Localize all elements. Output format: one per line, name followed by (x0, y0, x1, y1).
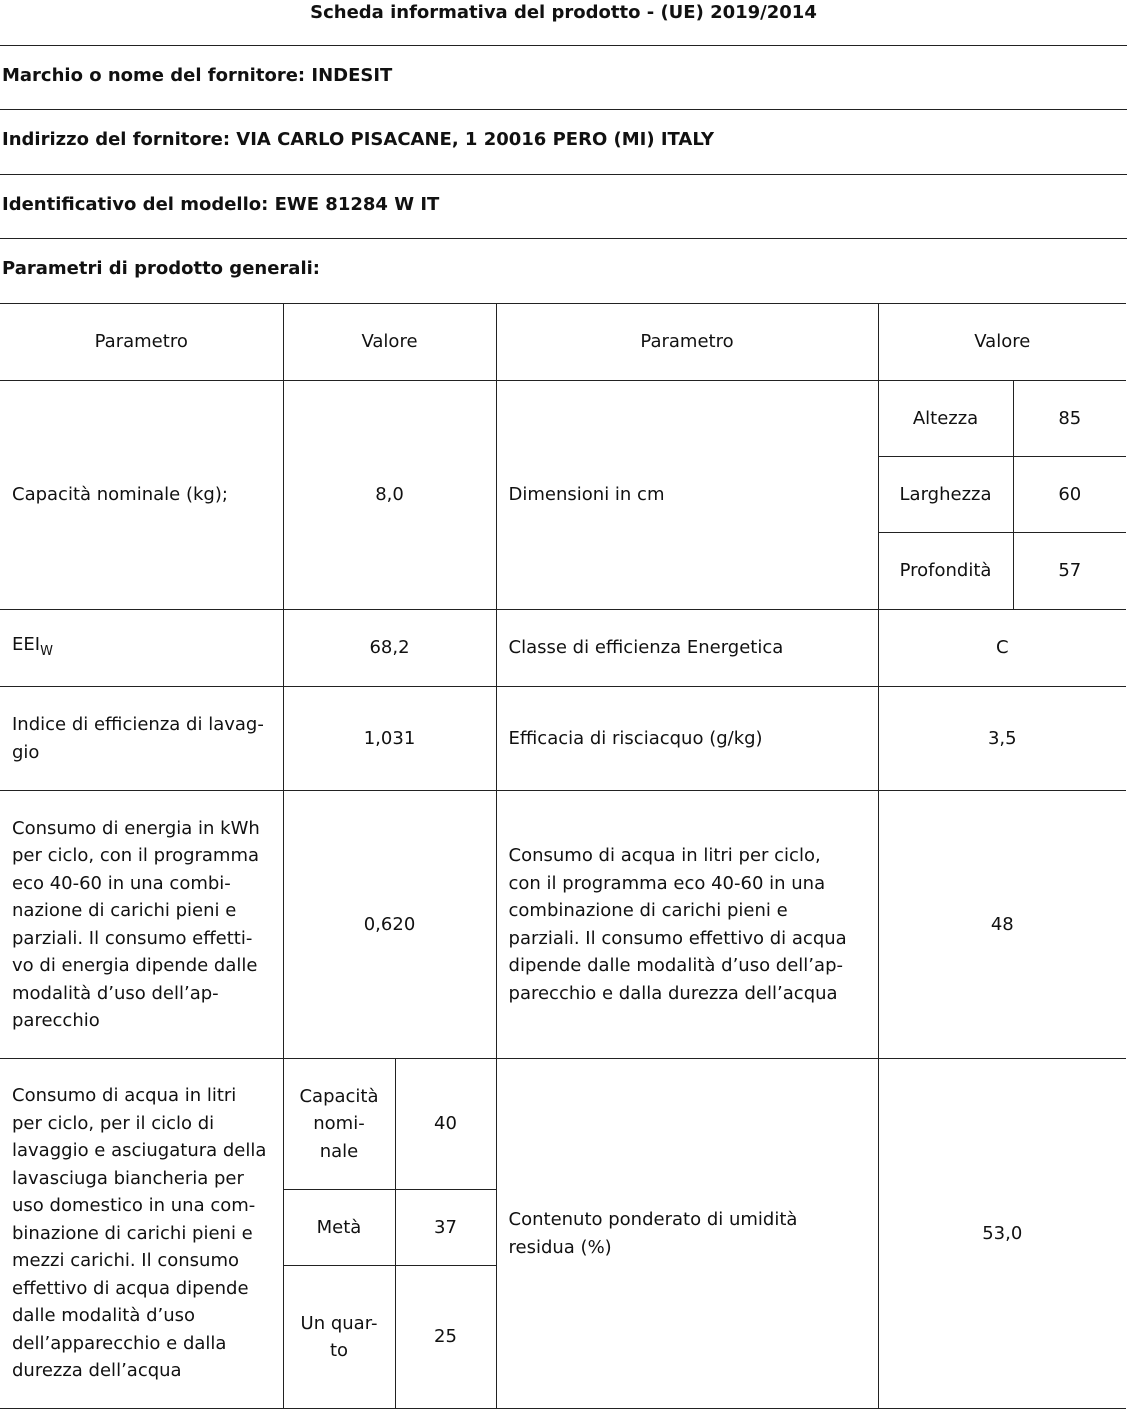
divider (0, 109, 1127, 110)
dimensions-label: Dimensioni in cm (496, 381, 878, 610)
header-value: Valore (283, 304, 496, 381)
header-parameter: Parametro (496, 304, 878, 381)
height-value: 85 (1013, 381, 1126, 457)
general-params-heading: Parametri di prodotto generali: (2, 258, 320, 279)
quarter-load-value: 25 (395, 1266, 496, 1409)
wash-index-label: Indice di efficienza di lavag- gio (0, 687, 283, 791)
energy-consumption-label: Consumo di energia in kWh per ciclo, con il programma eco 40-60 in una combi- nazione di carichi pieni e parziali. Il consumo effetti- vo di energia dipende dalle modalità d’uso dell’ap- parecchio (0, 791, 283, 1059)
depth-label: Profondità (878, 533, 1013, 610)
sheet-title: Scheda informativa del prodotto - (UE) 2019/2014 (310, 2, 817, 23)
wash-dry-water-label: Consumo di acqua in litri per ciclo, per il ciclo di lavaggio e asciugatura della lavasciuga biancheria per uso domestico in una com- binazione di carichi pieni e mezzi carichi. Il consumo effettivo di acqua dipende dalle modalità d’uso dell’apparecchio e dalla durezza dell’acqua (0, 1059, 283, 1409)
divider (0, 45, 1127, 46)
table-row (0, 1059, 1126, 1190)
table-row (0, 381, 1126, 457)
supplier-name: Marchio o nome del fornitore: INDESIT (2, 65, 393, 86)
width-label: Larghezza (878, 457, 1013, 533)
table-row (0, 791, 1126, 1059)
moisture-value: 53,0 (878, 1059, 1126, 1409)
eei-label-subscript: W (40, 643, 53, 659)
header-value: Valore (878, 304, 1126, 381)
capacity-label: Capacità nominale (kg); (0, 381, 283, 610)
width-value: 60 (1013, 457, 1126, 533)
energy-class-label: Classe di efficienza Energetica (496, 610, 878, 687)
table-header-row (0, 304, 1126, 381)
rinse-value: 3,5 (878, 687, 1126, 791)
energy-class-value: C (878, 610, 1126, 687)
divider (0, 174, 1127, 175)
rinse-label: Efficacia di risciacquo (g/kg) (496, 687, 878, 791)
energy-consumption-value: 0,620 (283, 791, 496, 1059)
table-row (0, 687, 1126, 791)
capacity-value: 8,0 (283, 381, 496, 610)
supplier-address: Indirizzo del fornitore: VIA CARLO PISACANE, 1 20016 PERO (MI) ITALY (2, 129, 715, 150)
depth-value: 57 (1013, 533, 1126, 610)
height-label: Altezza (878, 381, 1013, 457)
model-identifier: Identificativo del modello: EWE 81284 W IT (2, 194, 440, 215)
full-capacity-label: Capacità nomi- nale (283, 1059, 395, 1190)
full-capacity-value: 40 (395, 1059, 496, 1190)
divider (0, 238, 1127, 239)
header-parameter: Parametro (0, 304, 283, 381)
parameters-table (0, 303, 1126, 1409)
table-row (0, 610, 1126, 687)
eei-value: 68,2 (283, 610, 496, 687)
half-load-value: 37 (395, 1190, 496, 1266)
half-load-label: Metà (283, 1190, 395, 1266)
moisture-label: Contenuto ponderato di umidità residua (%) (496, 1059, 878, 1409)
water-consumption-label: Consumo di acqua in litri per ciclo, con il programma eco 40-60 in una combinazione di carichi pieni e parziali. Il consumo effettivo di acqua dipende dalle modalità d’uso dell’ap- parecchio e dalla durezza dell’acqua (496, 791, 878, 1059)
eei-label-main: EEI (12, 633, 41, 655)
water-consumption-value: 48 (878, 791, 1126, 1059)
wash-index-value: 1,031 (283, 687, 496, 791)
quarter-load-label: Un quar- to (283, 1266, 395, 1409)
eei-label (0, 610, 283, 687)
